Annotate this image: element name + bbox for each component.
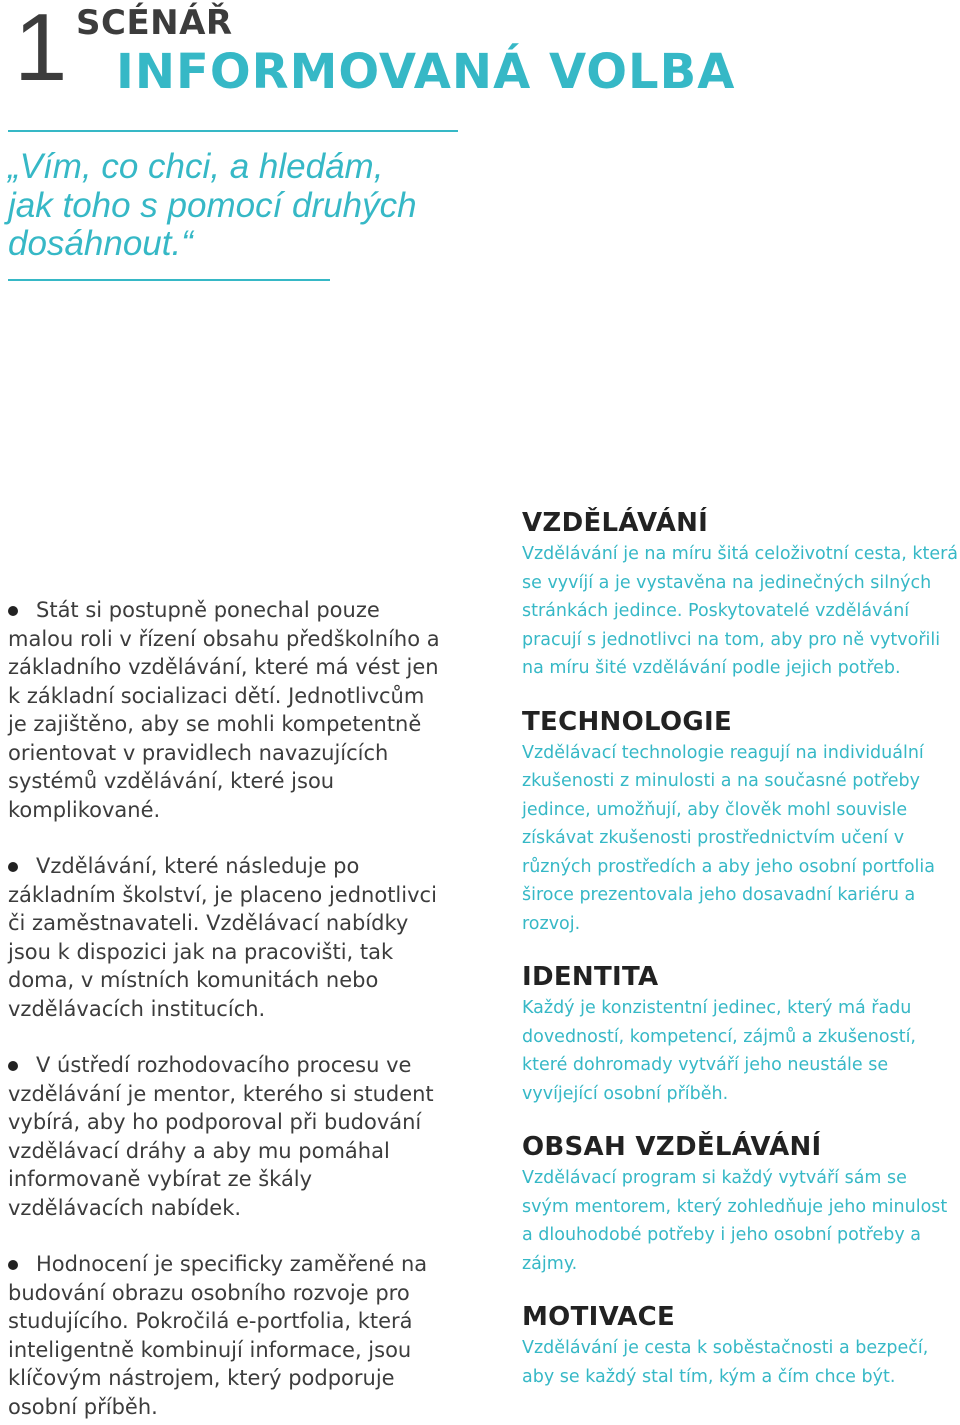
sections-column [522,506,958,1413]
bullet-text: Stát si postupně ponechal pouze malou roli v řízení obsahu předškolního a základního vzdělávání, které má vést jen k základní socializaci dětí. Jednotlivcům je zajištěno, aby se mohli kompetentně orientovat v pravidlech navazujících systémů vzdělávání, které jsou komplikované. [8,598,440,822]
bullet-dot-icon [8,862,18,872]
bullet-item [8,852,448,1023]
bullet-text: V ústředí rozhodovacího procesu ve vzdělávání je mentor, kterého si student vybírá, aby ho podporoval při budování vzdělávací dráhy a aby mu pomáhal informovaně vybírat ze škály vzdělávacích nabídek. [8,1053,434,1220]
bullet-item [8,1051,448,1222]
section-identita [522,960,958,1108]
section-body: Každý je konzistentní jedinec, který má řadu dovedností, kompetencí, zájmů a zkušeností, které dohromady vytváří jeho neustále se vyvíjející osobní příběh. [522,998,916,1104]
bullet-dot-icon [8,1260,18,1270]
section-vzdelavani [522,506,958,683]
section-technologie [522,705,958,939]
section-body: Vzdělávací technologie reagují na individuální zkušenosti z minulosti a na současné potřeby jedince, umožňují, aby člověk mohl souvisle získávat zkušenosti prostřednictvím učení v různých prostředích a aby jeho osobní portfolia široce prezentovala jeho dosavadní kariéru a rozvoj. [522,742,935,934]
section-obsah-vzdelavani [522,1130,958,1278]
quote-top-divider [8,130,458,132]
bullet-text: Vzdělávání, které následuje po základním školství, je placeno jednotlivci či zaměstnavateli. Vzdělávací nabídky jsou k dispozici jak na pracovišti, tak doma, v místních komunitách nebo vzdělávacích institucích. [8,854,437,1021]
quote-bottom-divider [8,279,330,281]
bullet-text: Hodnocení je specificky zaměřené na budování obrazu osobního rozvoje pro studujícího. Pokročilá e-portfolia, která inteligentně kombinují informace, jsou klíčovým nástrojem, který podporuje osobní příběh. [8,1252,428,1419]
pull-quote: „Vím, co chci, a hledám, jak toho s pomocí druhých dosáhnout.“ [8,147,417,263]
section-heading: TECHNOLOGIE [522,706,733,737]
section-heading: MOTIVACE [522,1302,676,1332]
scenario-number: 1 [14,0,66,101]
scenario-kicker: SCÉNÁŘ [76,3,233,43]
bullet-dot-icon [8,606,18,616]
section-heading: IDENTITA [522,962,659,992]
section-heading: VZDĚLÁVÁNÍ [522,508,709,538]
page-title: INFORMOVANÁ VOLBA [116,44,736,100]
section-motivace [522,1300,958,1391]
section-heading: OBSAH VZDĚLÁVÁNÍ [522,1132,822,1162]
section-body: Vzdělávání je na míru šitá celoživotní cesta, která se vyvíjí a je vystavěna na jedinečných silných stránkách jedince. Poskytovatelé vzdělávání pracují s jednotlivci na tom, aby pro ně vytvořili na míru šité vzdělávání podle jejich potřeb. [522,544,959,678]
bullet-list [8,596,448,1425]
section-body: Vzdělávací program si každý vytváří sám se svým mentorem, který zohledňuje jeho minulost a dlouhodobé potřeby i jeho osobní potřeby a zájmy. [522,1168,948,1274]
bullet-item [8,596,448,824]
section-body: Vzdělávání je cesta k soběstačnosti a bezpečí, aby se každý stal tím, kým a čím chce být. [522,1338,929,1387]
bullet-item [8,1250,448,1421]
bullet-dot-icon [8,1061,18,1071]
